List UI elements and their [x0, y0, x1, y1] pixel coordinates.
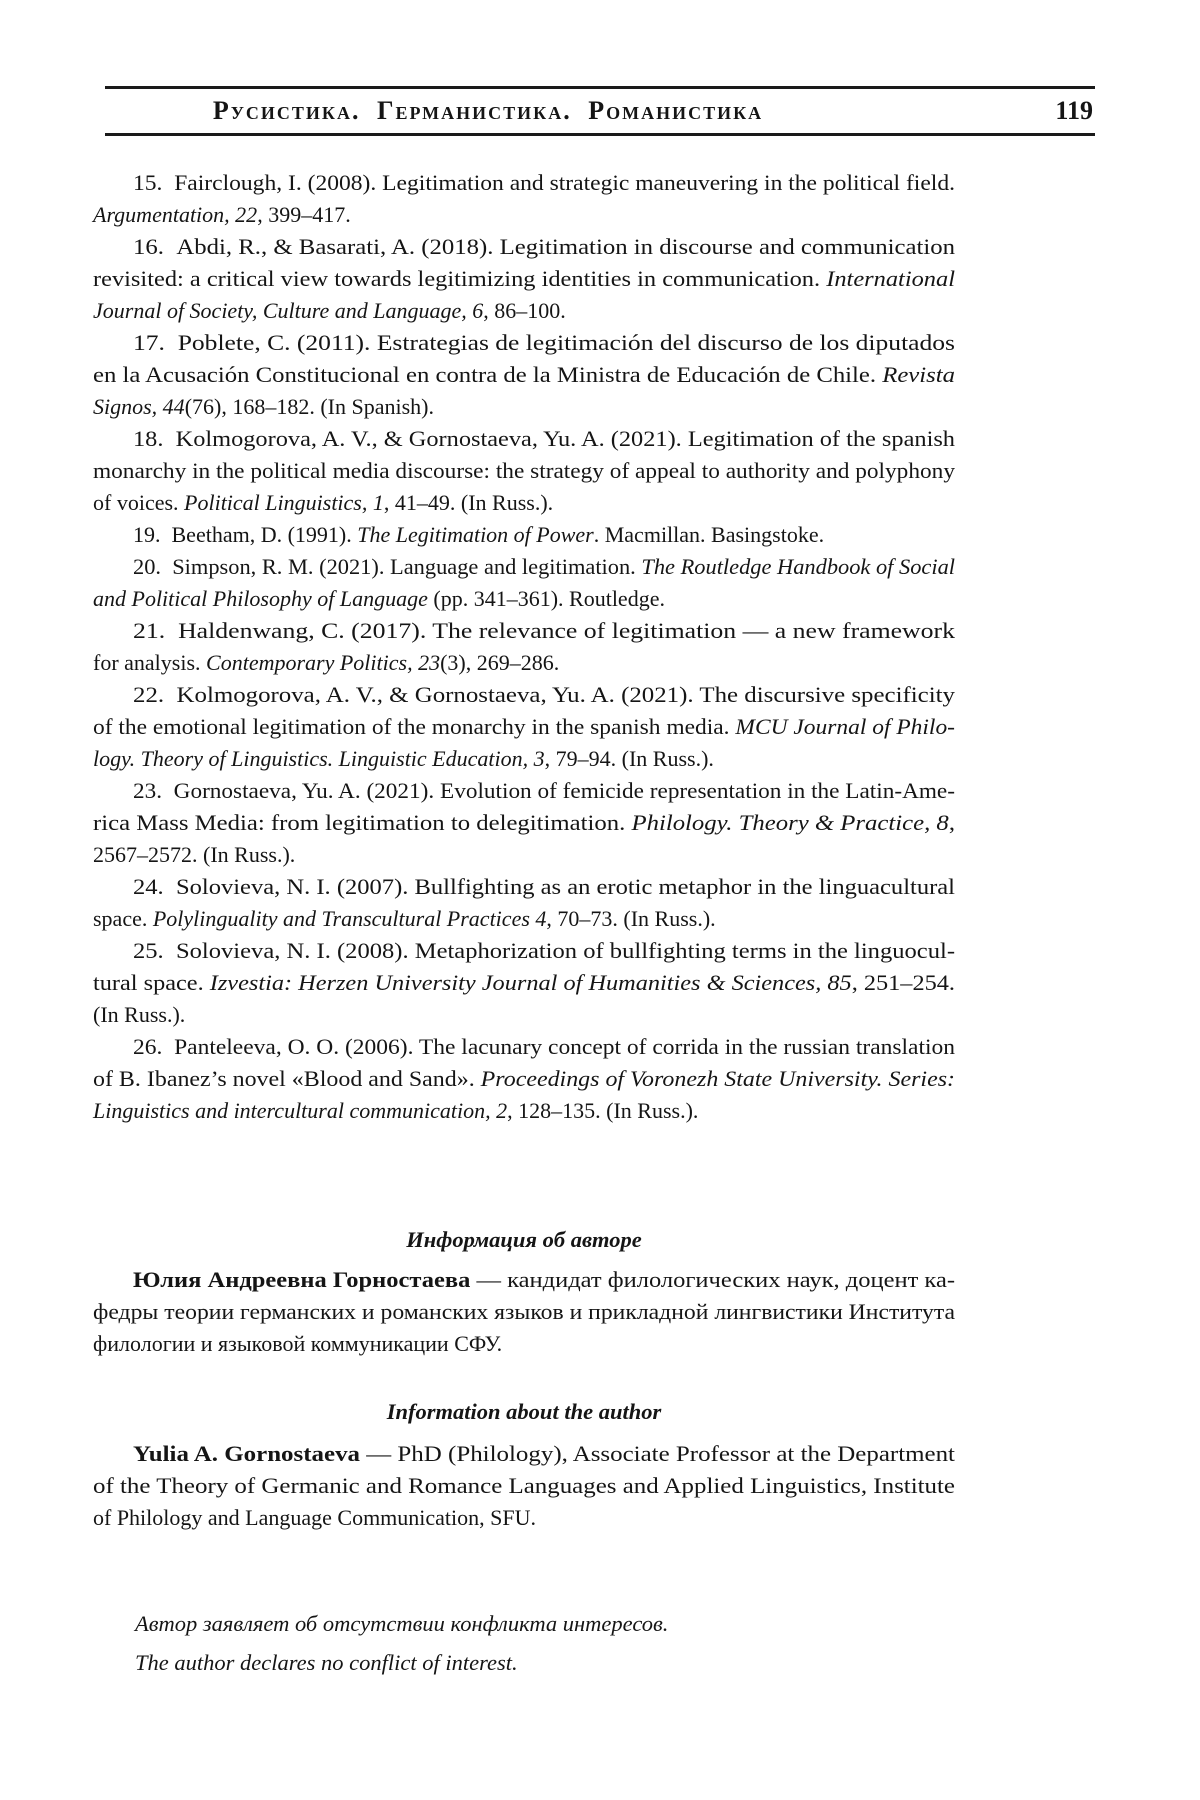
- conflict-line-en: [93, 1643, 955, 1682]
- reference-line: Journal of Society, Culture and Language, 6, 86–100.: [93, 298, 566, 323]
- reference-item: [93, 519, 955, 551]
- reference-line: 24. Solovieva, N. I. (2007). Bullfighting as an erotic metaphor in the linguacultural: [133, 874, 956, 899]
- conflict-statement-ru: Автор заявляет об отсутствии конфликта интересов.: [135, 1611, 669, 1636]
- reference-line: monarchy in the political media discourse: the strategy of appeal to authority and polyphony: [93, 458, 955, 483]
- reference-line: 15. Fairclough, I. (2008). Legitimation and strategic maneuvering in the political field.: [133, 170, 955, 195]
- reference-line: 26. Panteleeva, O. O. (2006). The lacunary concept of corrida in the russian translation: [133, 1034, 955, 1059]
- reference-line: Signos, 44(76), 168–182. (In Spanish).: [93, 394, 434, 419]
- reference-item: [93, 231, 955, 327]
- header-title: Русистика. Германистика. Романистика: [212, 96, 764, 125]
- paragraph-line: филологии и языковой коммуникации СФУ.: [93, 1331, 503, 1356]
- reference-line: 19. Beetham, D. (1991). The Legitimation of Power. Macmillan. Basingstoke.: [133, 522, 825, 547]
- references-list: [93, 167, 955, 1127]
- reference-item: [93, 551, 955, 615]
- reference-line: rica Mass Media: from legitimation to delegitimation. Philology. Theory & Practice, 8,: [93, 810, 955, 835]
- reference-item: [93, 327, 955, 423]
- reference-item: [93, 167, 955, 231]
- conflict-of-interest: [93, 1604, 955, 1682]
- reference-line: for analysis. Contemporary Politics, 23(3), 269–286.: [93, 650, 560, 675]
- author-info-en: [93, 1438, 955, 1534]
- reference-line: 25. Solovieva, N. I. (2008). Metaphorization of bullfighting terms in the linguocul-: [133, 938, 956, 963]
- reference-line: 2567–2572. (In Russ.).: [93, 842, 296, 867]
- reference-item: [93, 871, 955, 935]
- reference-line: 21. Haldenwang, C. (2017). The relevance of legitimation — a new framework: [133, 618, 955, 643]
- reference-line: Argumentation, 22, 399–417.: [93, 202, 351, 227]
- reference-line: of voices. Political Linguistics, 1, 41–49. (In Russ.).: [93, 490, 554, 515]
- reference-item: [93, 679, 955, 775]
- reference-line: 20. Simpson, R. M. (2021). Language and legitimation. The Routledge Handbook of Social: [133, 554, 955, 579]
- reference-item: [93, 935, 955, 1031]
- reference-line: tural space. Izvestia: Herzen University Journal of Humanities & Sciences, 85, 251–254.: [93, 970, 955, 995]
- reference-line: logy. Theory of Linguistics. Linguistic Education, 3, 79–94. (In Russ.).: [93, 746, 714, 771]
- reference-line: Linguistics and intercultural communication, 2, 128–135. (In Russ.).: [93, 1098, 699, 1123]
- reference-line: 22. Kolmogorova, A. V., & Gornostaeva, Yu. A. (2021). The discursive specificity: [133, 682, 955, 707]
- conflict-line-ru: [93, 1604, 955, 1643]
- reference-line: en la Acusación Constitucional en contra de la Ministra de Educación de Chile. Revista: [93, 362, 955, 387]
- section-heading-en: Information about the author: [386, 1399, 662, 1424]
- paragraph-line: Yulia A. Gornostaeva — PhD (Philology), Associate Professor at the Department: [133, 1441, 956, 1466]
- reference-item: [93, 1031, 955, 1127]
- running-header: [105, 89, 1095, 133]
- reference-item: [93, 423, 955, 519]
- section-heading-ru: Информация об авторе: [406, 1227, 642, 1252]
- reference-line: 16. Abdi, R., & Basarati, A. (2018). Legitimation in discourse and communication: [133, 234, 955, 259]
- reference-line: 17. Poblete, C. (2011). Estrategias de legitimación del discurso de los diputados: [133, 330, 955, 355]
- reference-line: 18. Kolmogorova, A. V., & Gornostaeva, Yu. A. (2021). Legitimation of the spanish: [133, 426, 955, 451]
- paragraph-line: of Philology and Language Communication, SFU.: [93, 1505, 537, 1530]
- paragraph-line: of the Theory of Germanic and Romance Languages and Applied Linguistics, Institute: [93, 1473, 955, 1498]
- reference-line: and Political Philosophy of Language (pp. 341–361). Routledge.: [93, 586, 665, 611]
- reference-line: of the emotional legitimation of the monarchy in the spanish media. MCU Journal of Philo-: [93, 714, 955, 739]
- reference-item: [93, 615, 955, 679]
- reference-line: 23. Gornostaeva, Yu. A. (2021). Evolution of femicide representation in the Latin-Ame-: [133, 778, 955, 803]
- author-info-ru: [93, 1264, 955, 1360]
- paragraph-line: Юлия Андреевна Горностаева — кандидат филологических наук, доцент ка-: [133, 1267, 955, 1292]
- reference-line: revisited: a critical view towards legitimizing identities in communication. International: [93, 266, 956, 291]
- reference-line: of B. Ibanez’s novel «Blood and Sand». Proceedings of Voronezh State University. Series:: [93, 1066, 955, 1091]
- page-number: 119: [1055, 96, 1093, 125]
- reference-item: [93, 775, 955, 871]
- reference-line: space. Polylinguality and Transcultural Practices 4, 70–73. (In Russ.).: [93, 906, 716, 931]
- reference-line: (In Russ.).: [93, 1002, 186, 1027]
- paragraph-line: федры теории германских и романских языков и прикладной лингвистики Института: [93, 1299, 955, 1324]
- header-rule-bottom: [105, 133, 1095, 136]
- conflict-statement-en: The author declares no conflict of interest.: [135, 1650, 518, 1675]
